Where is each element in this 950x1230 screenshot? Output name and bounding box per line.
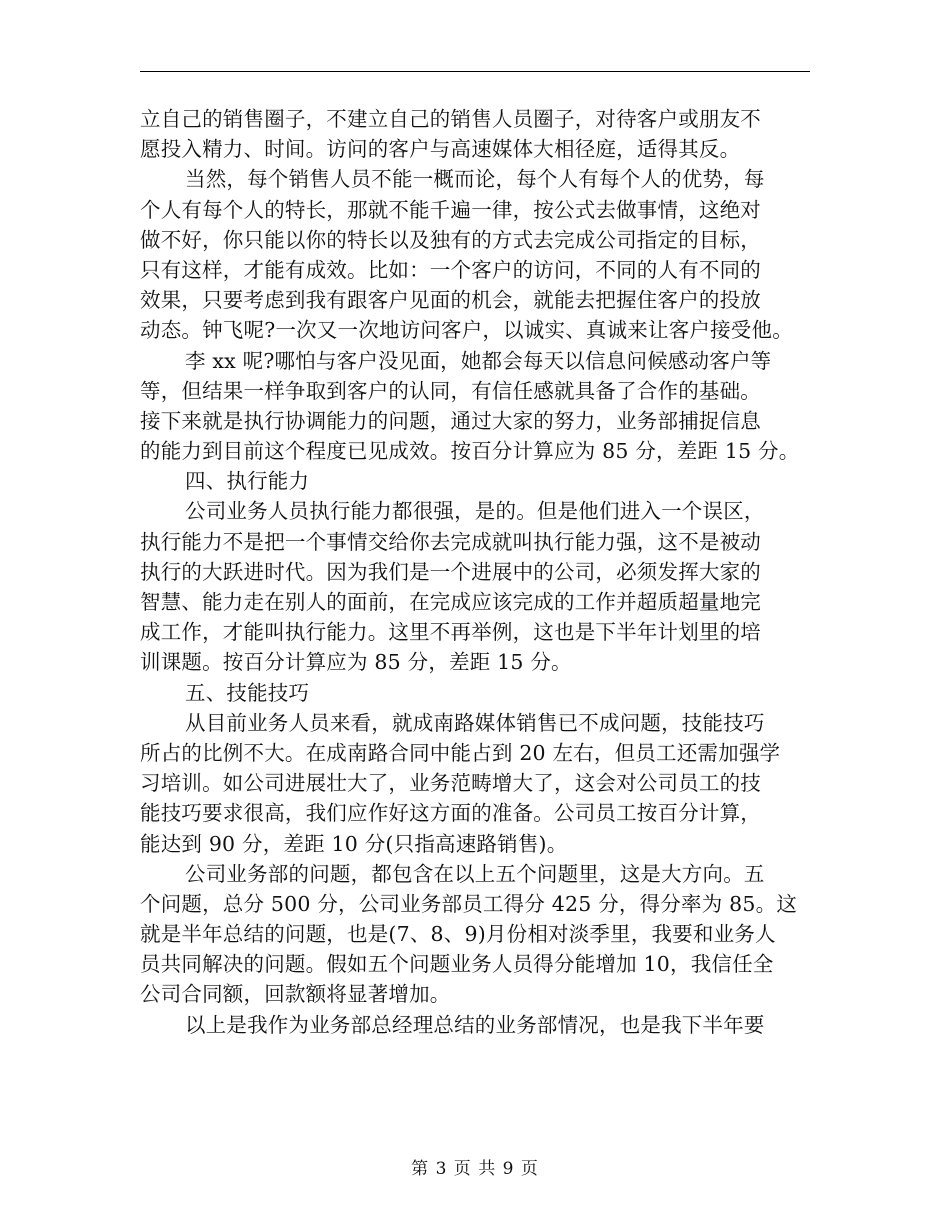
text-line: 只有这样，才能有成效。比如：一个客户的访问，不同的人有不同的 bbox=[140, 257, 761, 282]
text-line: 效果，只要考虑到我有跟客户见面的机会，就能去把握住客户的投放 bbox=[140, 288, 761, 313]
text-line: 做不好，你只能以你的特长以及独有的方式去完成公司指定的目标， bbox=[140, 227, 761, 252]
section-heading: 四、执行能力 bbox=[185, 469, 310, 494]
text-line: 当然，每个销售人员不能一概而论，每个人有每个人的优势，每 bbox=[185, 167, 765, 192]
document-body bbox=[140, 104, 812, 1040]
text-line: 动态。钟飞呢?一次又一次地访问客户，以诚实、真诚来让客户接受他。 bbox=[140, 318, 793, 343]
text-line: 员共同解决的问题。假如五个问题业务人员得分能增加 10，我信任全 bbox=[140, 952, 774, 977]
text-line: 等，但结果一样争取到客户的认同，有信任感就具备了合作的基础。 bbox=[140, 378, 761, 403]
text-line: 训课题。按百分计算应为 85 分，差距 15 分。 bbox=[140, 650, 572, 675]
text-line: 的能力到目前这个程度已见成效。按百分计算应为 85 分，差距 15 分。 bbox=[140, 439, 800, 464]
text-line: 能达到 90 分，差距 10 分(只指高速路销售)。 bbox=[140, 831, 568, 856]
text-line: 个问题，总分 500 分，公司业务部员工得分 425 分，得分率为 85。这 bbox=[140, 891, 798, 916]
header-rule bbox=[140, 71, 810, 72]
text-line: 就是半年总结的问题，也是(7、8、9)月份相对淡季里，我要和业务人 bbox=[140, 922, 776, 947]
text-line: 能技巧要求很高，我们应作好这方面的准备。公司员工按百分计算， bbox=[140, 801, 761, 826]
text-line: 成工作，才能叫执行能力。这里不再举例，这也是下半年计划里的培 bbox=[140, 620, 761, 645]
text-line: 习培训。如公司进展壮大了，业务范畴增大了，这会对公司员工的技 bbox=[140, 771, 761, 796]
text-line: 愿投入精力、时间。访问的客户与高速媒体大相径庭，适得其反。 bbox=[140, 137, 741, 162]
text-line: 李 xx 呢?哪怕与客户没见面，她都会每天以信息问候感动客户等 bbox=[185, 348, 772, 373]
text-line: 以上是我作为业务部总经理总结的业务部情况，也是我下半年要 bbox=[185, 1012, 765, 1037]
text-line: 执行的大跃进时代。因为我们是一个进展中的公司，必须发挥大家的 bbox=[140, 559, 761, 584]
text-line: 从目前业务人员来看，就成南路媒体销售已不成问题，技能技巧 bbox=[185, 710, 765, 735]
text-line: 智慧、能力走在别人的面前，在完成应该完成的工作并超质超量地完 bbox=[140, 590, 761, 614]
section-heading: 五、技能技巧 bbox=[185, 680, 310, 705]
page-footer: 第 3 页 共 9 页 bbox=[411, 1159, 539, 1179]
text-line: 公司合同额，回款额将显著增加。 bbox=[140, 982, 451, 1007]
text-line: 个人有每个人的特长，那就不能千遍一律，按公式去做事情，这绝对 bbox=[140, 197, 761, 222]
text-line: 执行能力不是把一个事情交给你去完成就叫执行能力强，这不是被动 bbox=[140, 529, 761, 554]
text-line: 接下来就是执行协调能力的问题，通过大家的努力，业务部捕捉信息 bbox=[140, 408, 761, 433]
text-line: 所占的比例不大。在成南路合同中能占到 20 左右，但员工还需加强学 bbox=[140, 740, 781, 765]
text-line: 公司业务人员执行能力都很强，是的。但是他们进入一个误区， bbox=[185, 499, 765, 524]
text-line: 公司业务部的问题，都包含在以上五个问题里，这是大方向。五 bbox=[185, 861, 765, 886]
text-line: 立自己的销售圈子，不建立自己的销售人员圈子，对待客户或朋友不 bbox=[140, 107, 761, 131]
